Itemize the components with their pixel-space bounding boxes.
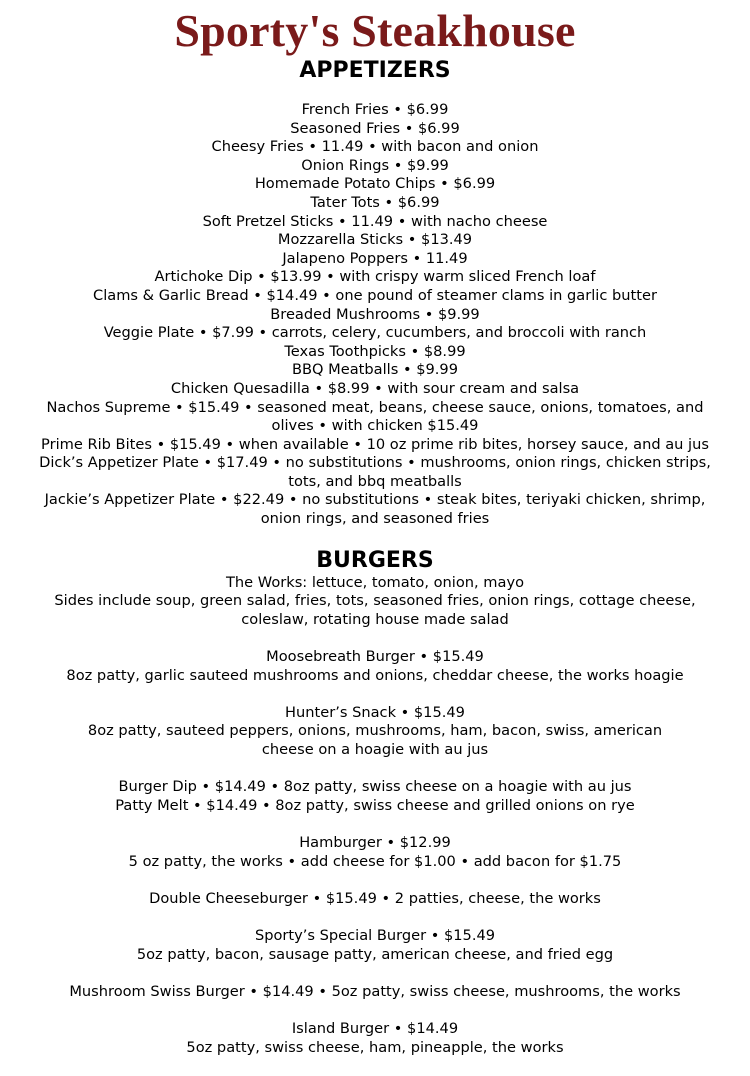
spacer <box>0 685 750 704</box>
burger-item-line: Double Cheeseburger • $15.49 • 2 patties, cheese, the works <box>149 889 601 907</box>
burger-item-line: Moosebreath Burger • $15.49 <box>266 648 484 666</box>
burger-item-line: 5 oz patty, the works • add cheese for $1.00 • add bacon for $1.75 <box>128 852 622 870</box>
appetizer-line: Seasoned Fries • $6.99 <box>290 119 460 137</box>
appetizer-line: Soft Pretzel Sticks • 11.49 • with nacho cheese <box>202 212 548 230</box>
burger-item-line: Hamburger • $12.99 <box>299 833 451 851</box>
appetizers-heading: APPETIZERS <box>299 58 451 83</box>
restaurant-title: Sporty's Steakhouse <box>174 5 576 56</box>
spacer <box>0 908 750 927</box>
spacer <box>0 760 750 779</box>
appetizer-line: Nachos Supreme • $15.49 • seasoned meat, beans, cheese sauce, onions, tomatoes, and <box>46 398 704 416</box>
appetizer-line: Mozzarella Sticks • $13.49 <box>277 231 473 249</box>
appetizer-line: Homemade Potato Chips • $6.99 <box>254 175 496 193</box>
spacer <box>0 815 750 834</box>
burgers-intro <box>0 574 750 630</box>
burger-item <box>0 778 750 815</box>
appetizer-line: Texas Toothpicks • $8.99 <box>284 342 466 360</box>
appetizer-line: onion rings, and seasoned fries <box>260 510 490 528</box>
spacer <box>0 629 750 648</box>
spacer <box>0 871 750 890</box>
appetizer-line: Onion Rings • $9.99 <box>301 156 449 174</box>
spacer <box>0 964 750 983</box>
burger-item <box>0 834 750 871</box>
burger-item-line: Island Burger • $14.49 <box>291 1019 459 1037</box>
burgers-list <box>0 629 750 1057</box>
appetizer-line: Veggie Plate • $7.99 • carrots, celery, cucumbers, and broccoli with ranch <box>103 324 647 342</box>
burger-item-line: Patty Melt • $14.49 • 8oz patty, swiss cheese and grilled onions on rye <box>115 796 635 814</box>
burger-item-line: cheese on a hoagie with au jus <box>261 741 489 758</box>
appetizer-line: Clams & Garlic Bread • $14.49 • one pound of steamer clams in garlic butter <box>93 286 657 304</box>
burgers-intro-line: coleslaw, rotating house made salad <box>241 610 509 628</box>
burger-item <box>0 1020 750 1057</box>
appetizer-line: Artichoke Dip • $13.99 • with crispy warm sliced French loaf <box>154 268 596 286</box>
appetizers-list <box>0 101 750 529</box>
burger-item-line: Burger Dip • $14.49 • 8oz patty, swiss cheese on a hoagie with au jus <box>118 778 632 796</box>
appetizer-line: Breaded Mushrooms • $9.99 <box>270 305 480 323</box>
burger-item-line: 8oz patty, sauteed peppers, onions, mushrooms, ham, bacon, swiss, american <box>87 722 663 740</box>
burger-item <box>0 648 750 685</box>
appetizer-line: French Fries • $6.99 <box>301 101 449 118</box>
burger-item-line: Hunter’s Snack • $15.49 <box>285 703 465 721</box>
menu-page <box>0 5 750 1076</box>
appetizer-line: Chicken Quesadilla • $8.99 • with sour cream and salsa <box>170 379 580 397</box>
appetizer-line: Cheesy Fries • 11.49 • with bacon and onion <box>211 138 539 156</box>
appetizer-line: BBQ Meatballs • $9.99 <box>292 361 458 379</box>
appetizer-line: Dick’s Appetizer Plate • $17.49 • no substitutions • mushrooms, onion rings, chicken strips, <box>39 454 711 472</box>
appetizer-line: Jackie’s Appetizer Plate • $22.49 • no substitutions • steak bites, teriyaki chicken, shrimp, <box>44 491 706 509</box>
burger-item-line: 5oz patty, swiss cheese, ham, pineapple, the works <box>186 1038 564 1056</box>
burger-item <box>0 890 750 909</box>
appetizer-line: Jalapeno Poppers • 11.49 <box>282 249 468 267</box>
appetizer-line: olives • with chicken $15.49 <box>271 417 479 435</box>
burgers-heading: BURGERS <box>316 547 434 573</box>
appetizer-line: Tater Tots • $6.99 <box>310 193 440 211</box>
burgers-intro-line: The Works: lettuce, tomato, onion, mayo <box>225 573 525 591</box>
burger-item <box>0 927 750 964</box>
appetizer-line: tots, and bbq meatballs <box>288 472 462 490</box>
burger-item <box>0 983 750 1002</box>
burger-item-line: 5oz patty, bacon, sausage patty, american cheese, and fried egg <box>136 945 614 963</box>
burger-item-line: Mushroom Swiss Burger • $14.49 • 5oz patty, swiss cheese, mushrooms, the works <box>69 982 681 1000</box>
spacer <box>0 1001 750 1020</box>
burgers-intro-line: Sides include soup, green salad, fries, tots, seasoned fries, onion rings, cottage cheese, <box>54 592 696 610</box>
burger-item <box>0 704 750 760</box>
burger-item-line: 8oz patty, garlic sauteed mushrooms and onions, cheddar cheese, the works hoagie <box>66 666 684 684</box>
appetizer-line: Prime Rib Bites • $15.49 • when available • 10 oz prime rib bites, horsey sauce, and au jus <box>41 435 709 453</box>
burger-item-line: Sporty’s Special Burger • $15.49 <box>254 926 496 944</box>
